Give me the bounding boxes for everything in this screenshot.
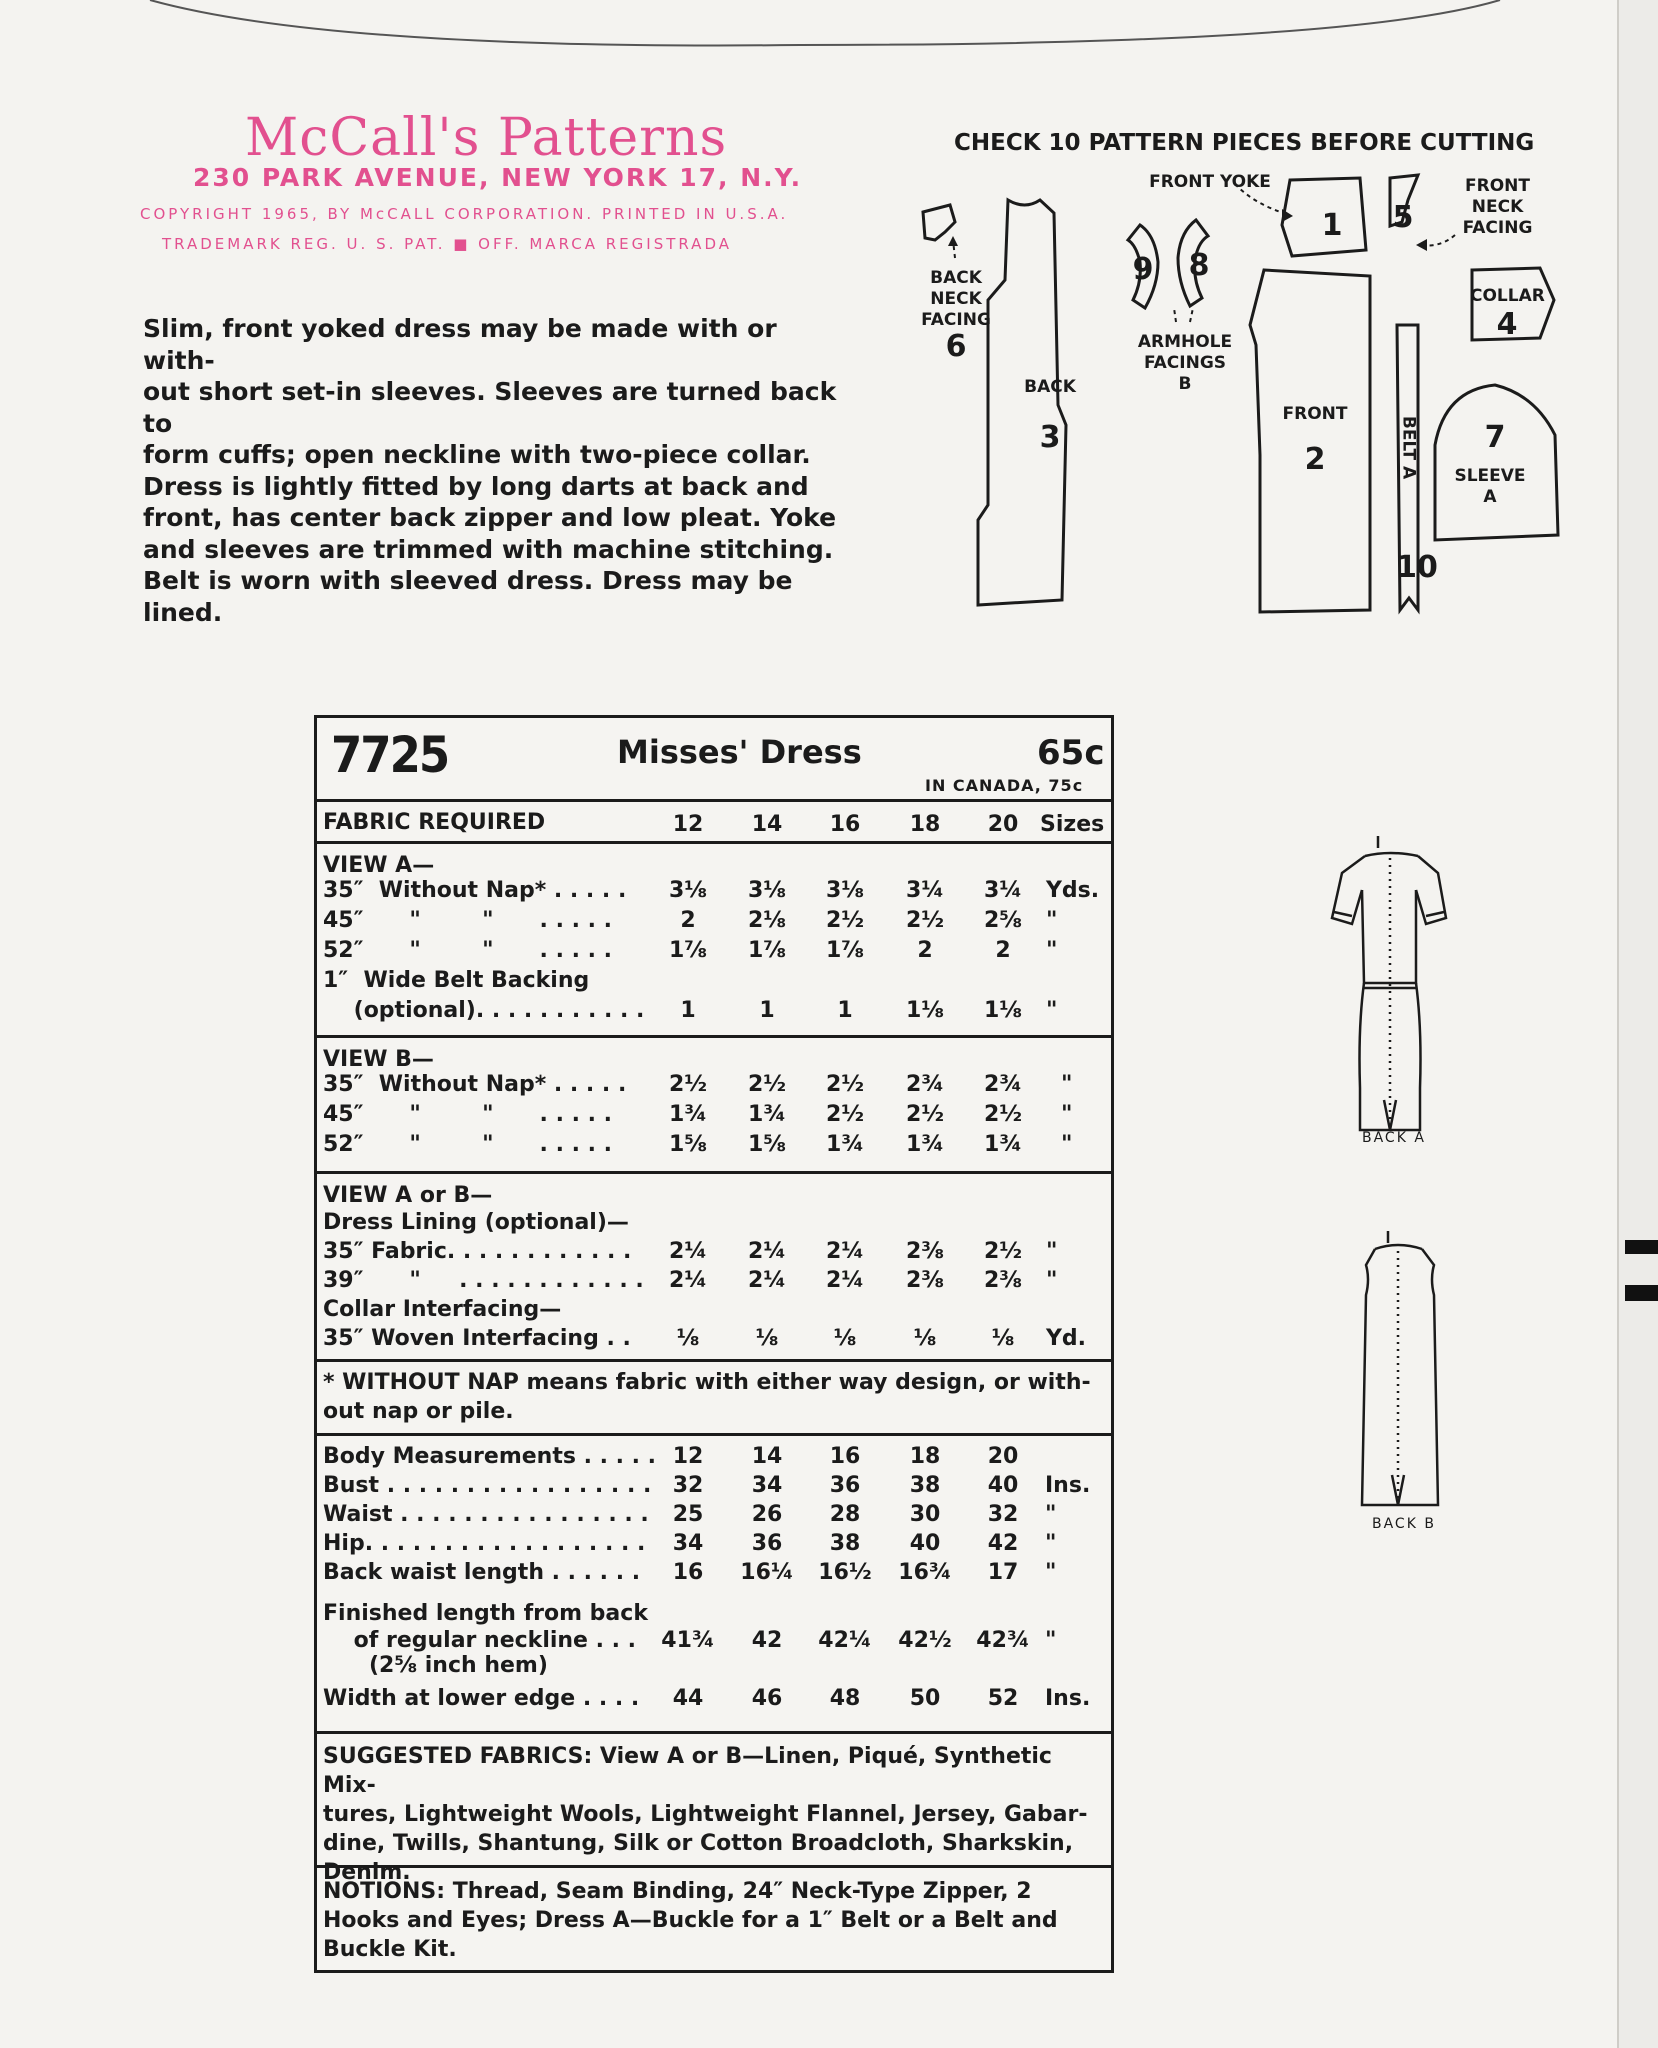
table-cell: 1 <box>837 998 853 1023</box>
row-label: Finished length from back <box>323 1601 648 1626</box>
label-front: FRONT <box>1282 404 1348 424</box>
row-label: 35″ Without Nap* . . . . . <box>323 878 627 903</box>
table-cell: 2½ <box>747 1072 787 1097</box>
pattern-price: 65c <box>1037 733 1105 773</box>
table-cell: 2½ <box>825 1102 865 1127</box>
row-unit: " <box>1045 1531 1057 1556</box>
row-label: Hip. . . . . . . . . . . . . . . . . . <box>323 1531 646 1556</box>
table-cell: 1⅞ <box>825 938 865 963</box>
row-label: Collar Interfacing— <box>323 1297 562 1322</box>
row-unit: Yd. <box>1046 1326 1087 1351</box>
table-cell: 1 <box>680 998 696 1023</box>
row-unit: Yds. <box>1046 878 1100 903</box>
table-cell: 1¾ <box>668 1102 708 1127</box>
sizes-label: Sizes <box>1040 812 1105 837</box>
table-cell: 2¾ <box>983 1072 1023 1097</box>
suggested-fabrics-section <box>317 1734 1111 1885</box>
row-unit: " <box>1045 1502 1057 1527</box>
table-cell: 1⅝ <box>747 1132 787 1157</box>
num-collar: 4 <box>1496 307 1518 342</box>
price-canada: IN CANADA, 75c <box>925 776 1084 795</box>
label-front-neck-facing: FRONT NECK FACING <box>1462 176 1533 238</box>
row-unit: Ins. <box>1045 1473 1091 1498</box>
row-unit: " <box>1046 908 1058 933</box>
table-cell: 32 <box>987 1502 1019 1527</box>
row-unit: " <box>1045 1560 1057 1585</box>
table-cell: 2⅜ <box>905 1239 945 1264</box>
row-label: (2⅝ inch hem) <box>323 1653 548 1678</box>
table-cell: 3⅛ <box>747 878 787 903</box>
table-cell: 42¼ <box>818 1628 872 1653</box>
table-cell: 42¾ <box>976 1628 1030 1653</box>
row-unit: " <box>1061 1102 1073 1127</box>
label-front-yoke: FRONT YOKE <box>1149 172 1271 192</box>
table-cell: 2¼ <box>668 1268 708 1293</box>
notions-section <box>317 1868 1111 1970</box>
table-cell: 12 <box>672 1444 704 1469</box>
table-cell: ⅛ <box>833 1326 857 1351</box>
row-label: 52″ " " . . . . . <box>323 1132 612 1157</box>
table-cell: 2½ <box>983 1239 1023 1264</box>
brand-address: 230 PARK AVENUE, NEW YORK 17, N.Y. <box>193 163 803 192</box>
nap-note-section <box>317 1362 1111 1436</box>
view-a-heading: VIEW A— <box>323 853 435 878</box>
table-cell: 3¼ <box>983 878 1023 903</box>
table-cell: 2¼ <box>825 1239 865 1264</box>
row-label: 45″ " " . . . . . <box>323 908 612 933</box>
back-view-a-illustration <box>1320 828 1460 1148</box>
row-unit: " <box>1046 1268 1058 1293</box>
num-sleeve: 7 <box>1484 420 1506 455</box>
table-cell: 2 <box>680 908 696 933</box>
row-label: 45″ " " . . . . . <box>323 1102 612 1127</box>
table-cell: ⅛ <box>755 1326 779 1351</box>
table-cell: 1¾ <box>825 1132 865 1157</box>
body-measurements-section <box>317 1436 1111 1734</box>
table-cell: 40 <box>909 1531 941 1556</box>
size-col: 16 <box>829 812 861 837</box>
table-cell: 36 <box>829 1473 861 1498</box>
row-label: Bust . . . . . . . . . . . . . . . . . <box>323 1473 652 1498</box>
row-label: Waist . . . . . . . . . . . . . . . . <box>323 1502 649 1527</box>
back-view-b-illustration <box>1340 1225 1460 1525</box>
table-cell: 1¾ <box>747 1102 787 1127</box>
table-cell: 32 <box>672 1473 704 1498</box>
table-cell: 1 <box>759 998 775 1023</box>
size-col: 12 <box>672 812 704 837</box>
table-cell: 16¾ <box>898 1560 952 1585</box>
table-cell: 14 <box>751 1444 783 1469</box>
row-label: Width at lower edge . . . . <box>323 1686 640 1711</box>
label-armhole-facings: ARMHOLE FACINGS B <box>1137 332 1233 394</box>
table-cell: 3⅛ <box>825 878 865 903</box>
num-front-yoke: 1 <box>1321 208 1343 243</box>
table-cell: 25 <box>672 1502 704 1527</box>
row-label: Body Measurements . . . . . <box>323 1444 657 1469</box>
size-col: 14 <box>751 812 783 837</box>
table-cell: 2½ <box>668 1072 708 1097</box>
table-cell: 2½ <box>825 908 865 933</box>
table-cell: 1⅛ <box>905 998 945 1023</box>
table-cell: 38 <box>829 1531 861 1556</box>
table-cell: 2¼ <box>668 1239 708 1264</box>
table-cell: 16½ <box>818 1560 872 1585</box>
row-label: 35″ Without Nap* . . . . . <box>323 1072 627 1097</box>
table-cell: 2¼ <box>747 1268 787 1293</box>
row-label: 35″ Fabric. . . . . . . . . . . . <box>323 1239 632 1264</box>
row-unit: " <box>1045 1628 1057 1653</box>
table-cell: 2⅜ <box>905 1268 945 1293</box>
table-cell: 16 <box>672 1560 704 1585</box>
row-label: Back waist length . . . . . . <box>323 1560 641 1585</box>
sizes-header <box>317 802 1111 844</box>
table-cell: ⅛ <box>913 1326 937 1351</box>
table-cell: 1⅞ <box>668 938 708 963</box>
num-back-neck-facing: 6 <box>945 329 967 364</box>
pattern-number: 7725 <box>331 726 449 784</box>
pieces-heading: CHECK 10 PATTERN PIECES BEFORE CUTTING <box>954 130 1535 156</box>
row-unit: " <box>1061 1132 1073 1157</box>
row-unit: " <box>1046 1239 1058 1264</box>
table-cell: 44 <box>672 1686 704 1711</box>
row-label: 39″ " . . . . . . . . . . . . <box>323 1268 644 1293</box>
trademark-line: TRADEMARK REG. U. S. PAT. ■ OFF. MARCA REGISTRADA <box>162 235 732 253</box>
suggested-fabrics: SUGGESTED FABRICS: View A or B—Linen, Piqué, Synthetic Mix- tures, Lightweight Wools, Lightweight Flannel, Jersey, Gabar- dine, Twills, Shantung, Silk or Cotton Broadcloth, Sharkskin, Denim. <box>323 1744 1088 1885</box>
table-cell: 1⅞ <box>747 938 787 963</box>
view-ab-section <box>317 1174 1111 1362</box>
row-label: 1″ Wide Belt Backing <box>323 968 590 993</box>
fabric-table <box>314 715 1114 1973</box>
label-collar: COLLAR <box>1470 286 1545 306</box>
table-cell: 2½ <box>825 1072 865 1097</box>
table-cell: 30 <box>909 1502 941 1527</box>
row-label: 35″ Woven Interfacing . . <box>323 1326 631 1351</box>
label-belt: BELT A <box>1398 415 1419 480</box>
row-unit: " <box>1046 998 1058 1023</box>
table-cell: 40 <box>987 1473 1019 1498</box>
copyright-line: COPYRIGHT 1965, BY McCALL CORPORATION. PRINTED IN U.S.A. <box>140 205 789 223</box>
table-cell: 2½ <box>905 1102 945 1127</box>
table-cell: 2⅝ <box>983 908 1023 933</box>
table-cell: 36 <box>751 1531 783 1556</box>
table-cell: 42½ <box>898 1628 952 1653</box>
row-label: 52″ " " . . . . . <box>323 938 612 963</box>
table-cell: 2¼ <box>747 1239 787 1264</box>
label-back: BACK <box>1024 377 1076 397</box>
label-sleeve: SLEEVE A <box>1454 466 1526 507</box>
table-cell: 3¼ <box>905 878 945 903</box>
table-cell: 2⅜ <box>983 1268 1023 1293</box>
table-cell: 46 <box>751 1686 783 1711</box>
row-label: of regular neckline . . . <box>323 1628 637 1653</box>
num-armhole-8: 8 <box>1188 248 1210 283</box>
table-cell: 42 <box>987 1531 1019 1556</box>
table-cell: 16 <box>829 1444 861 1469</box>
table-cell: ⅛ <box>676 1326 700 1351</box>
table-cell: 50 <box>909 1686 941 1711</box>
table-cell: 3⅛ <box>668 878 708 903</box>
table-cell: 2½ <box>983 1102 1023 1127</box>
num-armhole-9: 9 <box>1132 252 1154 287</box>
view-a-section <box>317 844 1111 1038</box>
table-cell: 17 <box>987 1560 1019 1585</box>
table-cell: 1⅛ <box>983 998 1023 1023</box>
table-cell: 2 <box>917 938 933 963</box>
table-cell: 48 <box>829 1686 861 1711</box>
table-title-section <box>317 718 1111 802</box>
notions: NOTIONS: Thread, Seam Binding, 24″ Neck-Type Zipper, 2 Hooks and Eyes; Dress A—Buckle for a 1″ Belt or a Belt and Buckle Kit. <box>323 1879 1058 1962</box>
table-cell: 1¾ <box>905 1132 945 1157</box>
table-cell: 42 <box>751 1628 783 1653</box>
table-cell: 20 <box>987 1444 1019 1469</box>
table-cell: 41¾ <box>661 1628 715 1653</box>
size-col: 20 <box>987 812 1019 837</box>
table-cell: 34 <box>672 1531 704 1556</box>
size-col: 18 <box>909 812 941 837</box>
brand-title: McCall's Patterns <box>245 108 728 168</box>
num-front: 2 <box>1304 442 1326 477</box>
table-cell: 52 <box>987 1686 1019 1711</box>
back-view-b-label: BACK B <box>1372 1516 1436 1532</box>
num-back: 3 <box>1039 420 1061 455</box>
table-cell: 26 <box>751 1502 783 1527</box>
row-unit: Ins. <box>1045 1686 1091 1711</box>
table-cell: 34 <box>751 1473 783 1498</box>
table-cell: 16¼ <box>740 1560 794 1585</box>
table-cell: 2⅛ <box>747 908 787 933</box>
pattern-title: Misses' Dress <box>617 733 862 771</box>
pattern-description: Slim, front yoked dress may be made with or with- out short set-in sleeves. Sleeves are turned back to form cuffs; open neckline with two-piece collar. Dress is lightly fitted by long darts at back and front, has center back zipper and low pleat. Yoke and sleeves are trimmed with machine stitching. Belt is worn with sleeved dress. Dress may be lined. <box>143 314 837 627</box>
row-unit: " <box>1061 1072 1073 1097</box>
table-cell: 2 <box>995 938 1011 963</box>
table-cell: 28 <box>829 1502 861 1527</box>
table-cell: 2¾ <box>905 1072 945 1097</box>
num-belt: 10 <box>1396 550 1438 585</box>
table-cell: ⅛ <box>991 1326 1015 1351</box>
fabric-required-label: FABRIC REQUIRED <box>323 810 546 835</box>
table-cell: 2½ <box>905 908 945 933</box>
view-b-section <box>317 1038 1111 1174</box>
table-cell: 1¾ <box>983 1132 1023 1157</box>
table-cell: 18 <box>909 1444 941 1469</box>
view-ab-heading: VIEW A or B— <box>323 1183 493 1208</box>
table-cell: 1⅝ <box>668 1132 708 1157</box>
view-b-heading: VIEW B— <box>323 1047 434 1072</box>
table-cell: 2¼ <box>825 1268 865 1293</box>
row-label: Dress Lining (optional)— <box>323 1210 629 1235</box>
back-view-a-label: BACK A <box>1362 1130 1426 1146</box>
num-front-neck-facing: 5 <box>1392 200 1414 235</box>
label-back-neck-facing: BACK NECK FACING <box>921 268 991 330</box>
row-label: (optional). . . . . . . . . . . <box>323 998 645 1023</box>
nap-note: * WITHOUT NAP means fabric with either way design, or with- out nap or pile. <box>323 1370 1091 1424</box>
table-cell: 38 <box>909 1473 941 1498</box>
row-unit: " <box>1046 938 1058 963</box>
